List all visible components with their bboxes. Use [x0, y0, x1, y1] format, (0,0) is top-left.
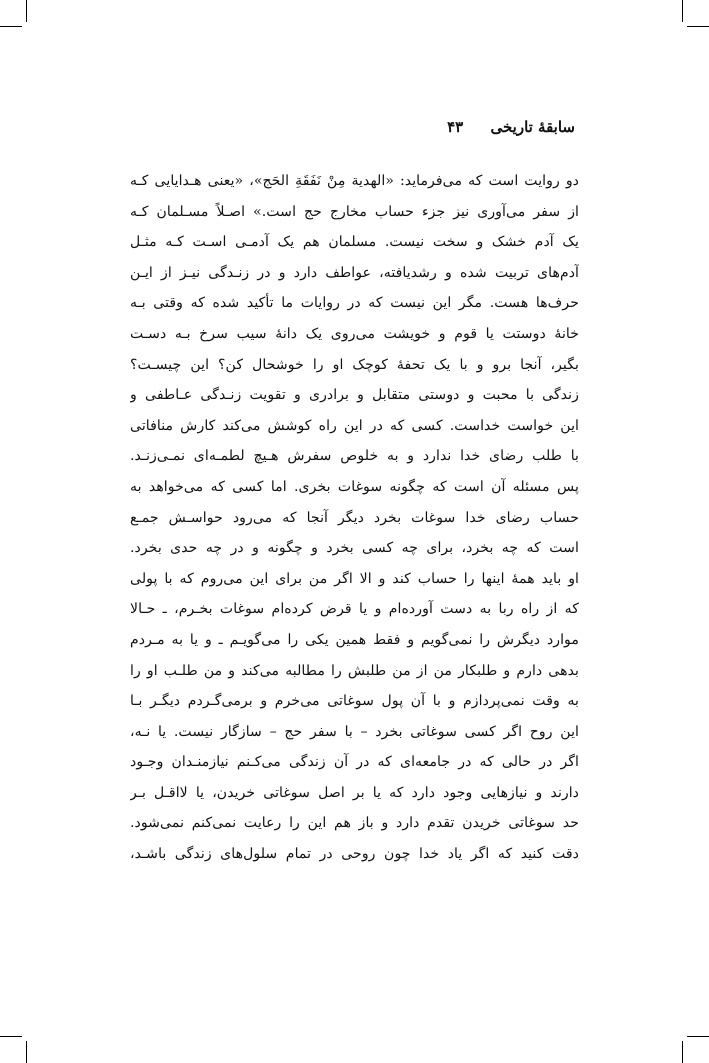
- text-line: است که چه بخرد، برای چه کسی بخرد و چگونه و در چه حدی بخرد.: [130, 540, 579, 557]
- text-line: با طلب رضای خدا ندارد و به خلوص سفرش هـیچ لطمـه‌ای نمـی‌زنـد.: [130, 448, 579, 465]
- crop-mark: [682, 0, 683, 22]
- text-line: آدم‌های تربیت شده و رشدیافته، عواطف دارد و در زنـدگی نیـز از ایـن: [130, 264, 579, 281]
- text-line: این روح اگر کسی سوغاتی بخرد – با سفر حج – سازگار نیست. یا نـه،: [130, 723, 579, 740]
- text-line: حرف‌ها هست. مگر این نیست که در روایات ما تأکید شده که وقتی بـه: [130, 295, 579, 312]
- text-line: موارد دیگرش را نمی‌گویم و فقط همین یکی را می‌گویـم ـ و یا به مـردم: [130, 631, 579, 648]
- body-text: [130, 166, 579, 870]
- crop-mark: [682, 1041, 683, 1063]
- text-line: بدهی دارم و طلبکار من از من طلبش را مطالبه می‌کند و من طلـب او را: [130, 662, 579, 679]
- page-number: ۴۳: [447, 118, 464, 136]
- text-line: یک آدم خشک و سخت نیست. مسلمان هم یک آدمـی اسـت کـه مثـل: [130, 234, 579, 251]
- text-line: او باید همهٔ اینها را حساب کند و الا اگر من برای این می‌روم که با پولی: [130, 570, 579, 587]
- text-line: دو روایت است که می‌فرماید: «الهدیة مِنْ نَفَقَةِ الحَج»، «یعنی هـدایایی کـه: [130, 173, 579, 189]
- crop-mark: [687, 26, 709, 27]
- crop-mark: [687, 1036, 709, 1037]
- text-line: پس مسئله آن است که چگونه سوغات بخری. اما کسی که می‌خواهد به: [130, 478, 579, 495]
- text-line: حد سوغاتی خریدن تقدم دارد و باز هم این را رعایت نمی‌کنم نمی‌شود.: [130, 815, 579, 832]
- crop-mark: [0, 26, 22, 27]
- text-line: حساب رضای خدا سوغات بخرد دیگر آنجا که می‌رود حواسـش جمـع: [130, 509, 579, 526]
- running-head: [447, 118, 575, 136]
- text-line: خانهٔ دوستت یا قوم و خویشت می‌روی یک دانهٔ سیب سرخ بـه دسـت: [130, 325, 579, 342]
- crop-mark: [0, 1036, 22, 1037]
- text-line: از سفر می‌آوری نیز جزء حساب مخارج حج است.» اصـلاً مسـلمان کـه: [130, 203, 579, 220]
- text-line: دقت کنید که اگر یاد خدا چون روحی در تمام سلول‌های زندگی باشـد،: [130, 846, 579, 863]
- text-line: بگیر، آنجا برو و با یک تحفهٔ کوچک او را خوشحال کن؟ این چیسـت؟: [130, 356, 579, 373]
- crop-mark: [26, 1041, 27, 1063]
- text-line: دارند و نیازهایی وجود دارد که یا بر اصل سوغاتی خریدن، یا لااقـل بـر: [130, 784, 579, 801]
- crop-mark: [26, 0, 27, 22]
- running-title: سابقهٔ تاریخی: [490, 118, 575, 136]
- text-line: زندگی با محبت و دوستی متقابل و برادری و تقویت زنـدگی عـاطفی و: [130, 387, 579, 404]
- text-line: اگر در حالی که در جامعه‌ای که در آن زندگی می‌کـنم نیازمنـدان وجـود: [130, 754, 579, 771]
- text-line: این خواست خداست. کسی که در این راه کوشش می‌کند کارش منافاتی: [130, 417, 579, 434]
- text-line: به وقت نمی‌پردازم و با آن پول سوغاتی می‌خرم و برمی‌گـردم دیگـر بـا: [130, 693, 579, 710]
- text-line: که از راه ربا به دست آورده‌ام و یا قرض کرده‌ام سوغات بخـرم، ـ حـالا: [130, 601, 579, 618]
